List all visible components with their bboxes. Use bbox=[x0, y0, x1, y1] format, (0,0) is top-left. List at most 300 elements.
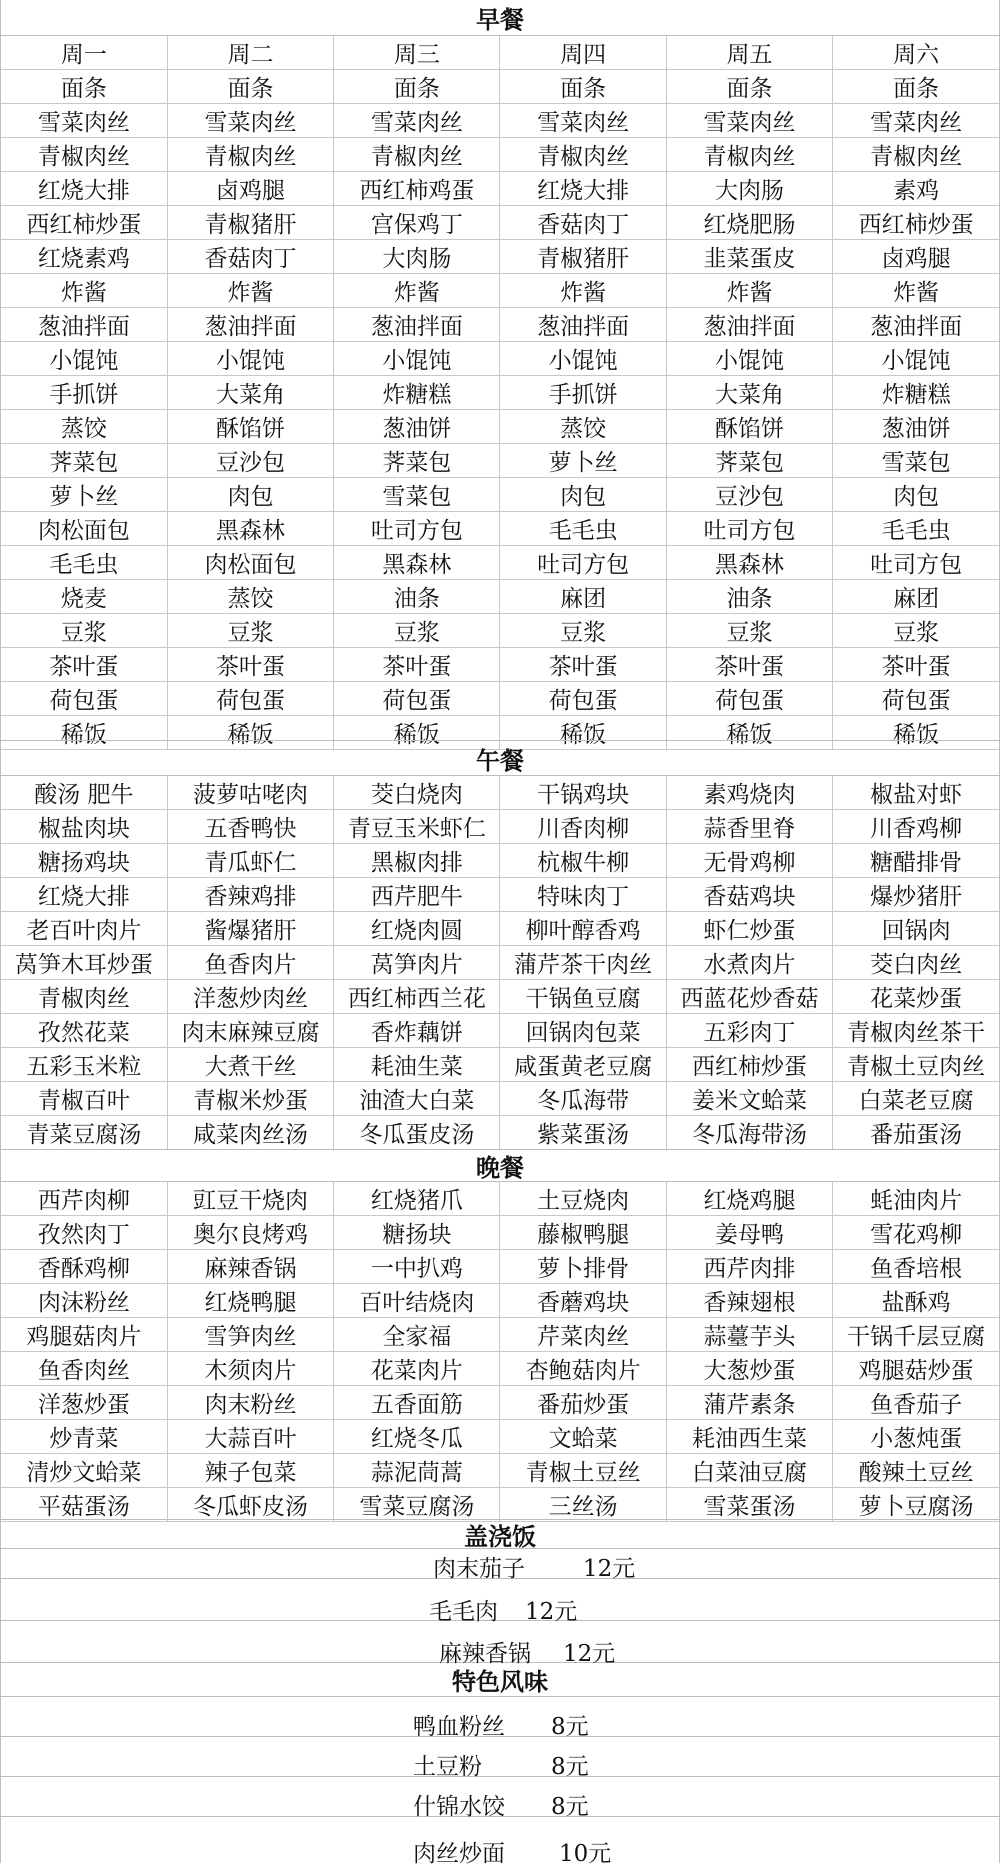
menu-row bbox=[1, 172, 999, 206]
item-price: 12元 bbox=[525, 1599, 578, 1625]
dish-cell: 青椒百叶 bbox=[1, 1082, 167, 1116]
dish-cell: 特味肉丁 bbox=[500, 878, 666, 912]
dish-cell: 酱爆猪肝 bbox=[167, 912, 333, 946]
dish-cell: 五彩玉米粒 bbox=[1, 1048, 167, 1082]
menu-row bbox=[1, 1284, 999, 1318]
dish-cell: 耗油生菜 bbox=[334, 1048, 500, 1082]
dish-cell: 油条 bbox=[666, 580, 832, 614]
dish-cell: 平菇蛋汤 bbox=[1, 1488, 167, 1522]
dish-cell: 茶叶蛋 bbox=[500, 648, 666, 682]
dish-cell: 糖醋排骨 bbox=[833, 844, 999, 878]
dish-cell: 蒜薹芋头 bbox=[666, 1318, 832, 1352]
dish-cell: 茭白烧肉 bbox=[334, 776, 500, 810]
menu-row bbox=[1, 1048, 999, 1082]
menu-row bbox=[1, 1014, 999, 1048]
dish-cell: 黑森林 bbox=[666, 546, 832, 580]
dish-cell: 木须肉片 bbox=[167, 1352, 333, 1386]
item-price: 10元 bbox=[559, 1841, 612, 1867]
specialty-item bbox=[1, 1697, 999, 1740]
dish-cell: 小馄饨 bbox=[334, 342, 500, 376]
specialty-item bbox=[1, 1737, 999, 1780]
dish-cell: 葱油拌面 bbox=[500, 308, 666, 342]
dish-cell: 回锅肉 bbox=[833, 912, 999, 946]
dish-cell: 肉末粉丝 bbox=[167, 1386, 333, 1420]
dish-cell: 肉末麻辣豆腐 bbox=[167, 1014, 333, 1048]
dish-cell: 五彩肉丁 bbox=[666, 1014, 832, 1048]
dish-cell: 红烧肉圆 bbox=[334, 912, 500, 946]
dish-cell: 雪笋肉丝 bbox=[167, 1318, 333, 1352]
dish-cell: 蒜香里脊 bbox=[666, 810, 832, 844]
dish-cell: 西红柿炒蛋 bbox=[833, 206, 999, 240]
item-name: 什锦水饺 bbox=[413, 1794, 505, 1820]
dish-cell: 干锅千层豆腐 bbox=[833, 1318, 999, 1352]
dish-cell: 烧麦 bbox=[1, 580, 167, 614]
dish-cell: 蒸饺 bbox=[167, 580, 333, 614]
menu-row bbox=[1, 444, 999, 478]
weekday-header-cell: 周六 bbox=[833, 36, 999, 70]
dish-cell: 红烧肥肠 bbox=[666, 206, 832, 240]
item-name: 麻辣香锅 bbox=[439, 1641, 531, 1667]
menu-row bbox=[1, 878, 999, 912]
dish-cell: 青椒猪肝 bbox=[167, 206, 333, 240]
rice-bowl-item bbox=[1, 1549, 999, 1582]
dish-cell: 雪菜肉丝 bbox=[666, 104, 832, 138]
breakfast-title: 早餐 bbox=[1, 0, 999, 36]
dish-cell: 无骨鸡柳 bbox=[666, 844, 832, 878]
dish-cell: 爆炒猪肝 bbox=[833, 878, 999, 912]
dish-cell: 豆浆 bbox=[500, 614, 666, 648]
dish-cell: 豆浆 bbox=[334, 614, 500, 648]
dish-cell: 青椒土豆肉丝 bbox=[833, 1048, 999, 1082]
dish-cell: 炸糖糕 bbox=[334, 376, 500, 410]
dish-cell: 茶叶蛋 bbox=[1, 648, 167, 682]
dish-cell: 宫保鸡丁 bbox=[334, 206, 500, 240]
dish-cell: 炸酱 bbox=[167, 274, 333, 308]
dish-cell: 水煮肉片 bbox=[666, 946, 832, 980]
dish-cell: 清炒文蛤菜 bbox=[1, 1454, 167, 1488]
dish-cell: 西红柿鸡蛋 bbox=[334, 172, 500, 206]
dish-cell: 姜母鸭 bbox=[666, 1216, 832, 1250]
dish-cell: 稀饭 bbox=[500, 716, 666, 750]
dish-cell: 油渣大白菜 bbox=[334, 1082, 500, 1116]
menu-row bbox=[1, 512, 999, 546]
dish-cell: 豆沙包 bbox=[666, 478, 832, 512]
lunch-table bbox=[1, 776, 999, 1150]
dish-cell: 老百叶肉片 bbox=[1, 912, 167, 946]
dish-cell: 大肉肠 bbox=[334, 240, 500, 274]
menu-row bbox=[1, 138, 999, 172]
dish-cell: 葱油拌面 bbox=[334, 308, 500, 342]
dish-cell: 蒲芹素条 bbox=[666, 1386, 832, 1420]
menu-row bbox=[1, 614, 999, 648]
item-price: 12元 bbox=[583, 1556, 636, 1582]
dish-cell: 青椒肉丝 bbox=[334, 138, 500, 172]
lunch-title: 午餐 bbox=[1, 740, 999, 776]
dish-cell: 姜米文蛤菜 bbox=[666, 1082, 832, 1116]
dish-cell: 青椒米炒蛋 bbox=[167, 1082, 333, 1116]
dish-cell: 鱼香肉片 bbox=[167, 946, 333, 980]
rice-bowl-title: 盖浇饭 bbox=[1, 1519, 999, 1549]
menu-row bbox=[1, 240, 999, 274]
dish-cell: 吐司方包 bbox=[833, 546, 999, 580]
dish-cell: 一中扒鸡 bbox=[334, 1250, 500, 1284]
dish-cell: 豆浆 bbox=[167, 614, 333, 648]
dish-cell: 萝卜丝 bbox=[1, 478, 167, 512]
dish-cell: 五香鸭快 bbox=[167, 810, 333, 844]
dish-cell: 红烧素鸡 bbox=[1, 240, 167, 274]
dish-cell: 稀饭 bbox=[666, 716, 832, 750]
rice-bowl-item bbox=[1, 1621, 999, 1667]
dish-cell: 花菜肉片 bbox=[334, 1352, 500, 1386]
dish-cell: 盐酥鸡 bbox=[833, 1284, 999, 1318]
dish-cell: 稀饭 bbox=[167, 716, 333, 750]
dish-cell: 茶叶蛋 bbox=[334, 648, 500, 682]
dish-cell: 冬瓜海带 bbox=[500, 1082, 666, 1116]
rice-bowl-item bbox=[1, 1579, 999, 1625]
dish-cell: 咸蛋黄老豆腐 bbox=[500, 1048, 666, 1082]
menu-row bbox=[1, 206, 999, 240]
dish-cell: 雪菜豆腐汤 bbox=[334, 1488, 500, 1522]
menu-row bbox=[1, 912, 999, 946]
dish-cell: 雪菜肉丝 bbox=[167, 104, 333, 138]
menu-row bbox=[1, 580, 999, 614]
dish-cell: 回锅肉包菜 bbox=[500, 1014, 666, 1048]
item-price: 8元 bbox=[551, 1714, 589, 1740]
menu-row bbox=[1, 844, 999, 878]
dish-cell: 荷包蛋 bbox=[500, 682, 666, 716]
dish-cell: 面条 bbox=[666, 70, 832, 104]
dish-cell: 文蛤菜 bbox=[500, 1420, 666, 1454]
dish-cell: 茶叶蛋 bbox=[666, 648, 832, 682]
dish-cell: 藤椒鸭腿 bbox=[500, 1216, 666, 1250]
dish-cell: 面条 bbox=[167, 70, 333, 104]
dish-cell: 青椒肉丝 bbox=[833, 138, 999, 172]
dish-cell: 黑森林 bbox=[167, 512, 333, 546]
dish-cell: 土豆烧肉 bbox=[500, 1182, 666, 1216]
dish-cell: 大菜角 bbox=[167, 376, 333, 410]
menu-row bbox=[1, 776, 999, 810]
dish-cell: 肉松面包 bbox=[167, 546, 333, 580]
item-name: 鸭血粉丝 bbox=[413, 1714, 505, 1740]
dish-cell: 酸汤 肥牛 bbox=[1, 776, 167, 810]
menu-row bbox=[1, 1116, 999, 1150]
menu-row bbox=[1, 1454, 999, 1488]
dish-cell: 茶叶蛋 bbox=[833, 648, 999, 682]
menu-row bbox=[1, 410, 999, 444]
dish-cell: 椒盐肉块 bbox=[1, 810, 167, 844]
dish-cell: 素鸡 bbox=[833, 172, 999, 206]
dish-cell: 小葱炖蛋 bbox=[833, 1420, 999, 1454]
dish-cell: 酸辣土豆丝 bbox=[833, 1454, 999, 1488]
dish-cell: 小馄饨 bbox=[666, 342, 832, 376]
menu-row bbox=[1, 946, 999, 980]
item-name: 毛毛肉 bbox=[429, 1599, 498, 1625]
dish-cell: 豆浆 bbox=[1, 614, 167, 648]
dish-cell: 大蒜百叶 bbox=[167, 1420, 333, 1454]
dish-cell: 青椒肉丝 bbox=[666, 138, 832, 172]
dish-cell: 茭白肉丝 bbox=[833, 946, 999, 980]
dish-cell: 蒲芹茶干肉丝 bbox=[500, 946, 666, 980]
dish-cell: 葱油拌面 bbox=[1, 308, 167, 342]
menu-row bbox=[1, 1386, 999, 1420]
dish-cell: 毛毛虫 bbox=[1, 546, 167, 580]
menu-row bbox=[1, 70, 999, 104]
dish-cell: 雪花鸡柳 bbox=[833, 1216, 999, 1250]
dish-cell: 五香面筋 bbox=[334, 1386, 500, 1420]
dish-cell: 萝卜豆腐汤 bbox=[833, 1488, 999, 1522]
dish-cell: 吐司方包 bbox=[666, 512, 832, 546]
dish-cell: 炸酱 bbox=[666, 274, 832, 308]
dish-cell: 番茄炒蛋 bbox=[500, 1386, 666, 1420]
dish-cell: 葱油拌面 bbox=[833, 308, 999, 342]
weekday-header-cell: 周一 bbox=[1, 36, 167, 70]
dish-cell: 炸酱 bbox=[334, 274, 500, 308]
dish-cell: 蒸饺 bbox=[1, 410, 167, 444]
dish-cell: 手抓饼 bbox=[1, 376, 167, 410]
dish-cell: 韭菜蛋皮 bbox=[666, 240, 832, 274]
dish-cell: 孜然花菜 bbox=[1, 1014, 167, 1048]
dish-cell: 大菜角 bbox=[666, 376, 832, 410]
dish-cell: 椒盐对虾 bbox=[833, 776, 999, 810]
dish-cell: 豆沙包 bbox=[167, 444, 333, 478]
menu-row bbox=[1, 810, 999, 844]
dish-cell: 葱油饼 bbox=[833, 410, 999, 444]
menu-row bbox=[1, 682, 999, 716]
dish-cell: 鸡腿菇炒蛋 bbox=[833, 1352, 999, 1386]
dish-cell: 冬瓜虾皮汤 bbox=[167, 1488, 333, 1522]
dish-cell: 菠萝咕咾肉 bbox=[167, 776, 333, 810]
dish-cell: 青椒肉丝茶干 bbox=[833, 1014, 999, 1048]
dish-cell: 糖扬块 bbox=[334, 1216, 500, 1250]
specialty-item bbox=[1, 1817, 999, 1867]
dish-cell: 鱼香肉丝 bbox=[1, 1352, 167, 1386]
dish-cell: 香辣鸡排 bbox=[167, 878, 333, 912]
dish-cell: 手抓饼 bbox=[500, 376, 666, 410]
dish-cell: 酥馅饼 bbox=[167, 410, 333, 444]
dish-cell: 西红柿炒蛋 bbox=[666, 1048, 832, 1082]
dish-cell: 青椒肉丝 bbox=[1, 980, 167, 1014]
dish-cell: 大葱炒蛋 bbox=[666, 1352, 832, 1386]
dish-cell: 冬瓜海带汤 bbox=[666, 1116, 832, 1150]
weekday-header-cell: 周二 bbox=[167, 36, 333, 70]
dish-cell: 莴笋肉片 bbox=[334, 946, 500, 980]
dish-cell: 红烧猪爪 bbox=[334, 1182, 500, 1216]
dish-cell: 杏鲍菇肉片 bbox=[500, 1352, 666, 1386]
dish-cell: 毛毛虫 bbox=[500, 512, 666, 546]
dish-cell: 雪菜包 bbox=[833, 444, 999, 478]
dish-cell: 全家福 bbox=[334, 1318, 500, 1352]
dish-cell: 豆浆 bbox=[833, 614, 999, 648]
dish-cell: 芹菜肉丝 bbox=[500, 1318, 666, 1352]
dish-cell: 炸糖糕 bbox=[833, 376, 999, 410]
dish-cell: 青椒肉丝 bbox=[167, 138, 333, 172]
menu-row bbox=[1, 648, 999, 682]
dish-cell: 香酥鸡柳 bbox=[1, 1250, 167, 1284]
dish-cell: 酥馅饼 bbox=[666, 410, 832, 444]
dish-cell: 香菇肉丁 bbox=[167, 240, 333, 274]
specialty-item bbox=[1, 1777, 999, 1820]
dish-cell: 稀饭 bbox=[334, 716, 500, 750]
dish-cell: 荠菜包 bbox=[334, 444, 500, 478]
dish-cell: 素鸡烧肉 bbox=[666, 776, 832, 810]
dish-cell: 萝卜排骨 bbox=[500, 1250, 666, 1284]
dish-cell: 辣子包菜 bbox=[167, 1454, 333, 1488]
dish-cell: 炒青菜 bbox=[1, 1420, 167, 1454]
dish-cell: 红烧大排 bbox=[1, 878, 167, 912]
dish-cell: 小馄饨 bbox=[167, 342, 333, 376]
dish-cell: 麻辣香锅 bbox=[167, 1250, 333, 1284]
dish-cell: 青豆玉米虾仁 bbox=[334, 810, 500, 844]
dish-cell: 荷包蛋 bbox=[334, 682, 500, 716]
dish-cell: 炸酱 bbox=[833, 274, 999, 308]
dish-cell: 蚝油肉片 bbox=[833, 1182, 999, 1216]
dish-cell: 蒜泥茼蒿 bbox=[334, 1454, 500, 1488]
menu-row bbox=[1, 1420, 999, 1454]
dish-cell: 红烧冬瓜 bbox=[334, 1420, 500, 1454]
menu-row bbox=[1, 1318, 999, 1352]
dish-cell: 洋葱炒蛋 bbox=[1, 1386, 167, 1420]
dish-cell: 红烧鸡腿 bbox=[666, 1182, 832, 1216]
dish-cell: 稀饭 bbox=[833, 716, 999, 750]
dish-cell: 豇豆干烧肉 bbox=[167, 1182, 333, 1216]
dish-cell: 荷包蛋 bbox=[1, 682, 167, 716]
dish-cell: 雪菜肉丝 bbox=[334, 104, 500, 138]
dish-cell: 卤鸡腿 bbox=[833, 240, 999, 274]
dish-cell: 肉沫粉丝 bbox=[1, 1284, 167, 1318]
dish-cell: 奥尔良烤鸡 bbox=[167, 1216, 333, 1250]
dish-cell: 干锅鸡块 bbox=[500, 776, 666, 810]
dish-cell: 鱼香培根 bbox=[833, 1250, 999, 1284]
item-name: 土豆粉 bbox=[413, 1754, 482, 1780]
dish-cell: 黑森林 bbox=[334, 546, 500, 580]
item-price: 12元 bbox=[563, 1641, 616, 1667]
dish-cell: 吐司方包 bbox=[500, 546, 666, 580]
menu-row bbox=[1, 980, 999, 1014]
menu-row bbox=[1, 1216, 999, 1250]
dish-cell: 香蘑鸡块 bbox=[500, 1284, 666, 1318]
dish-cell: 葱油拌面 bbox=[167, 308, 333, 342]
dish-cell: 黑椒肉排 bbox=[334, 844, 500, 878]
dish-cell: 荠菜包 bbox=[1, 444, 167, 478]
dish-cell: 肉包 bbox=[500, 478, 666, 512]
dish-cell: 葱油拌面 bbox=[666, 308, 832, 342]
menu-row bbox=[1, 1250, 999, 1284]
item-price: 8元 bbox=[551, 1794, 589, 1820]
dish-cell: 雪菜肉丝 bbox=[833, 104, 999, 138]
dinner-table bbox=[1, 1182, 999, 1522]
dish-cell: 西芹肉柳 bbox=[1, 1182, 167, 1216]
dish-cell: 糖扬鸡块 bbox=[1, 844, 167, 878]
dish-cell: 面条 bbox=[500, 70, 666, 104]
dish-cell: 莴笋木耳炒蛋 bbox=[1, 946, 167, 980]
menu-row bbox=[1, 376, 999, 410]
dish-cell: 孜然肉丁 bbox=[1, 1216, 167, 1250]
dish-cell: 香炸藕饼 bbox=[334, 1014, 500, 1048]
weekday-header-cell: 周三 bbox=[334, 36, 500, 70]
dish-cell: 青椒肉丝 bbox=[500, 138, 666, 172]
item-price: 8元 bbox=[551, 1754, 589, 1780]
dish-cell: 咸菜肉丝汤 bbox=[167, 1116, 333, 1150]
dish-cell: 小馄饨 bbox=[833, 342, 999, 376]
dish-cell: 炸酱 bbox=[500, 274, 666, 308]
dish-cell: 雪菜包 bbox=[334, 478, 500, 512]
dish-cell: 西蓝花炒香菇 bbox=[666, 980, 832, 1014]
dish-cell: 雪菜肉丝 bbox=[500, 104, 666, 138]
dish-cell: 西红柿炒蛋 bbox=[1, 206, 167, 240]
dish-cell: 西芹肥牛 bbox=[334, 878, 500, 912]
breakfast-table bbox=[1, 36, 999, 750]
dish-cell: 小馄饨 bbox=[500, 342, 666, 376]
dish-cell: 麻团 bbox=[833, 580, 999, 614]
dish-cell: 青椒土豆丝 bbox=[500, 1454, 666, 1488]
dish-cell: 番茄蛋汤 bbox=[833, 1116, 999, 1150]
item-name: 肉丝炒面 bbox=[413, 1841, 505, 1867]
dish-cell: 红烧大排 bbox=[1, 172, 167, 206]
dish-cell: 茶叶蛋 bbox=[167, 648, 333, 682]
dish-cell: 稀饭 bbox=[1, 716, 167, 750]
dish-cell: 三丝汤 bbox=[500, 1488, 666, 1522]
menu-row bbox=[1, 478, 999, 512]
dish-cell: 鸡腿菇肉片 bbox=[1, 1318, 167, 1352]
dish-cell: 麻团 bbox=[500, 580, 666, 614]
menu-row bbox=[1, 1352, 999, 1386]
dish-cell: 白菜老豆腐 bbox=[833, 1082, 999, 1116]
dish-cell: 荷包蛋 bbox=[167, 682, 333, 716]
dish-cell: 青椒肉丝 bbox=[1, 138, 167, 172]
dish-cell: 西芹肉排 bbox=[666, 1250, 832, 1284]
dish-cell: 肉包 bbox=[167, 478, 333, 512]
dish-cell: 洋葱炒肉丝 bbox=[167, 980, 333, 1014]
dish-cell: 干锅鱼豆腐 bbox=[500, 980, 666, 1014]
dish-cell: 红烧大排 bbox=[500, 172, 666, 206]
dish-cell: 荷包蛋 bbox=[666, 682, 832, 716]
dish-cell: 炸酱 bbox=[1, 274, 167, 308]
dish-cell: 雪菜蛋汤 bbox=[666, 1488, 832, 1522]
dish-cell: 肉包 bbox=[833, 478, 999, 512]
dish-cell: 青菜豆腐汤 bbox=[1, 1116, 167, 1150]
dish-cell: 荷包蛋 bbox=[833, 682, 999, 716]
dish-cell: 西红柿西兰花 bbox=[334, 980, 500, 1014]
dish-cell: 红烧鸭腿 bbox=[167, 1284, 333, 1318]
dish-cell: 面条 bbox=[1, 70, 167, 104]
dish-cell: 川香肉柳 bbox=[500, 810, 666, 844]
dish-cell: 白菜油豆腐 bbox=[666, 1454, 832, 1488]
weekday-header-cell: 周四 bbox=[500, 36, 666, 70]
dish-cell: 小馄饨 bbox=[1, 342, 167, 376]
dish-cell: 雪菜肉丝 bbox=[1, 104, 167, 138]
dish-cell: 面条 bbox=[833, 70, 999, 104]
menu-row bbox=[1, 342, 999, 376]
dish-cell: 柳叶醇香鸡 bbox=[500, 912, 666, 946]
dish-cell: 香菇肉丁 bbox=[500, 206, 666, 240]
menu-row bbox=[1, 308, 999, 342]
dish-cell: 香菇鸡块 bbox=[666, 878, 832, 912]
dish-cell: 虾仁炒蛋 bbox=[666, 912, 832, 946]
dish-cell: 冬瓜蛋皮汤 bbox=[334, 1116, 500, 1150]
dish-cell: 荠菜包 bbox=[666, 444, 832, 478]
dish-cell: 豆浆 bbox=[666, 614, 832, 648]
dish-cell: 萝卜丝 bbox=[500, 444, 666, 478]
menu-row bbox=[1, 274, 999, 308]
dish-cell: 杭椒牛柳 bbox=[500, 844, 666, 878]
dish-cell: 大肉肠 bbox=[666, 172, 832, 206]
dish-cell: 香辣翅根 bbox=[666, 1284, 832, 1318]
dish-cell: 毛毛虫 bbox=[833, 512, 999, 546]
menu-row bbox=[1, 104, 999, 138]
dish-cell: 面条 bbox=[334, 70, 500, 104]
item-name: 肉末茄子 bbox=[433, 1556, 525, 1582]
dish-cell: 青瓜虾仁 bbox=[167, 844, 333, 878]
